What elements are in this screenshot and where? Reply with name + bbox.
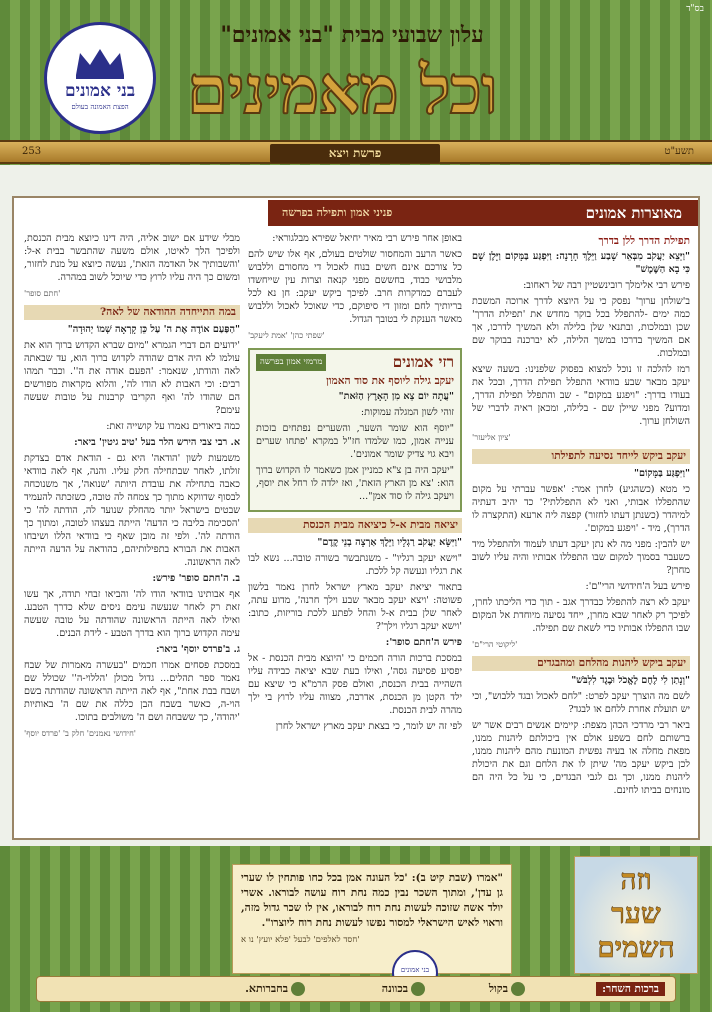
source-signature: 'ציון אליעזר': [472, 433, 511, 442]
article-heading: יציאה מבית א-ל כיציאה מבית הכנסת: [248, 518, 462, 533]
source-signature: 'שפתי כהן' 'אמת ליעקב': [248, 331, 325, 340]
article-heading: יעקב ביקש ליהנות מהלחם ומהבגדים: [472, 656, 690, 671]
paragraph: כמה ביאורים נאמרו על קושייה זאת:: [106, 421, 240, 432]
gate-word-1: וזה: [620, 863, 652, 896]
crown-icon: [72, 45, 128, 79]
blessing-item: בחברותא.: [245, 982, 305, 996]
section-subtitle: פניני אמון ותפילה בפרשה: [282, 206, 393, 219]
paragraph: זוהי לשון המגלה עמוקות:: [360, 407, 454, 418]
column-middle: [248, 232, 462, 830]
masthead: [0, 0, 712, 165]
paragraph: במסכת פסחים אמרו חכמים "בעשרה מאמרות של שבח נאמר ספר תהלים... גדול מכולן 'הללוי-ה'' שכולל שם ושבח בבת אחת", אף לאה הייתה הראשונה שהודתה בשם הוי-ה, כאשר בשבח הבן כללה את שם ה' באותיות 'יהודה', כך ששבחה ושם ה' משולבים בתוכו.: [24, 660, 240, 723]
blessing-item: בקול: [489, 982, 525, 996]
paragraph: ב'שולחן ערוך' נפסק כי על היוצא לדרך ארוכה המשכת כמה ימים -להתפלל בכל בוקר מחדש את 'תפילת הדרך' שכן ובמלכות, ובתנאי שלן בלילה ולא המשיך לדרכו, אך אם המשיך בדרכו במשך הלילה, לא יברכנה בבוקר שם ובמלכות.: [472, 296, 690, 359]
column-left: [24, 232, 240, 830]
paragraph: פירש רבי אלימלך רובינשטיין רבה של ראחוב:: [523, 280, 690, 291]
year-label: תשע"ט: [664, 146, 694, 157]
circle-icon: [411, 982, 425, 996]
paragraph: במסכת ברכות הורה חכמים כי 'היוצא מבית הכנסת - אל יפסיע פסיעה גסה', ואילו בעת שבא יציאה כבידה עליו השהייה בבית הכנסת, ואולם פסק הרמ"א כי שיצא עם ילד הקטן מן הכנסת, אדרבה, מצווה עליו לרוץ בי ילך מהרה לבית הכנסת.: [248, 653, 462, 716]
logo-name: בני אמונים: [64, 81, 136, 101]
box-header: [256, 354, 454, 371]
verse-quote: "וַיִּפְגַּע בַּמָּקוֹם": [633, 468, 690, 479]
paragraph: "יעקב היה בן צ"א כמניין אמן כשאמר לו הקדוש ברוך הוא: 'צא מן הארץ הזאת', ואז ילדה לו רחל את יוסף, ויעקב גילה לו סוד אמן"...: [256, 465, 454, 502]
paragraph: ביאר רבי מרדכי הכהן מצפת: קיימים אנשים רבים אשר יש ברשותם לחם בשפע אולם אין ביכולתם ליהנות ממנו, מפאת מחלה או בעיה נפשית המונעת מהם ליהנות ממנו, לכן ביקש יעקב מה' שיתן לו את הלחם וגם את היכולת ליהנות ממנו, וכך גם לגבי הבגדים, כי על כל היה הם מונחים בביתו לחינם.: [472, 720, 690, 796]
section-banner: [268, 200, 698, 226]
gate-word-3: השמים: [597, 931, 675, 964]
paragraph: כי מטא (כשהגיע) לחרן אמר: 'אפשר עברתי על מקום שהתפללו אבותי, ואני לא התפללתי?' כד יהיב דעתיה למיהדר (כשנתן דעתו לחזור) קפצה ליה ארעא (התקצרה לו הדרך), מיד - 'ויפגע במקום'.: [472, 484, 690, 534]
box-title: רזי אמונים: [392, 353, 454, 371]
source-signature: 'חידושי נאמנים' חלק ב' 'פרדס יוסף': [24, 729, 137, 738]
blessings-label: ברכות השחר:: [596, 982, 665, 996]
paragraph: יעקב לא רצה להתפלל כבדרך אגב - תוך כדי הליכתו לחרן, לפיכך רק לאחר שבא מחרן, ייחד נסיעה מיוחדת אל המקום שבו התפללו אבותיו כדי לשאת שם תפילה.: [472, 597, 690, 634]
article-heading: במה התייחדה ההודאה של לאה?: [24, 305, 240, 320]
paragraph: אף אבותינו בוודאי הודו לה' והביאו זבחי תודה, אך עשו זאת רק לאחר שנעשה עימם ניסים שלא כדרך הטבע. ואילו לאה הייתה הראשונה שהודתה על טובה שעשה עימה הקדוש ברוך הוא בדרך הטבע - לידת הבנים.: [24, 589, 240, 639]
paragraph: ג. ב'פרדס יוסף' ביאר:: [156, 644, 240, 655]
logo-tagline: הפצת האמונה בעולם: [71, 103, 129, 111]
paragraph: באופן אחר פירש רבי מאיר יחיאל שפירא מבלגוראי:: [272, 233, 462, 244]
paragraph: 'ידועים הם דברי הגמרא "מיום שברא הקדוש ברוך הוא את עולמו לא היה אדם שהודה לקדוש ברוך הוא, עד שבאתה לאה והודתו, שנאמר: 'הפעם אודה את ה''. וכבר תמהו רבים: וכי האבות לא הודו לה', והלוא מקראות מפורשים הם שהודו לה' ואף הקריבו קרבנות על טובות שעשה עימם?: [24, 340, 240, 416]
gate-word-2: שער: [611, 897, 661, 930]
paragraph: לשם מה הוצרך יעקב לפרט: "לחם לאכול ובגד ללבוש", וכי יש תועלת אחרת ללחם או לבגד?: [472, 691, 690, 715]
paragraph: בתאור יציאת יעקב מארץ ישראל לחרן נאמר בלשון פשוטה: 'ויצא יעקב מבאר שבע וילך חרנה', מדוע עתה, לאחר שלן בבית א-ל והחל לפתע ללכת בוריזות, כתוב: 'וישא יעקב רגליו וילך'?: [248, 582, 462, 632]
verse-quote: "וְנָתַן לִי לֶחֶם לֶאֱכֹל וּבֶגֶד לִלְבֹּשׁ": [571, 675, 690, 686]
box-tag: מרמזי אמון בפרשה: [256, 354, 326, 371]
paragraph: א. רבי צבי הירש הלר בעל 'טיב גיטין' ביאר:: [74, 437, 240, 448]
publisher-logo: [44, 22, 156, 134]
paragraph: לפי זה יש לומר, כי בצאת יעקב מארץ ישראל לחרן: [275, 721, 462, 732]
article-heading: יעקב ביקש לייחד נסיעה לתפילתו: [472, 449, 690, 464]
paragraph: יש להבין: מפני מה לא נתן יעקב דעתו לעמוד ולהתפלל מיד כשעבר בסמוך למקום שבו התפללו אבותיו והיה עליו לשוב מחרן?: [472, 539, 690, 576]
circle-icon: [511, 982, 525, 996]
quote-scroll: [232, 864, 512, 974]
paragraph: ב. ה'חתם סופר' פירש:: [152, 573, 240, 584]
paragraph: רמז להלכה זו נוכל למצוא בפסוק שלפנינו: בשעה שיצא יעקב מבאר שבע בוודאי התפלל תפילת הדרך, ובכל את בעודו בדרך: "ויפגע במקום" - שב והתפלל תפילת הדרך, ומדוע? מפני שיילן שם - בלילה, ומכאן ראיה לדברי של השולחן ערוך.: [472, 364, 690, 427]
paragraph: כאשר הרעב והמחסור שולטים בעולם, אף אלו שיש להם כל צורכם אינם חשים בנוח לאכול די מחסורם וללבוש מלבושי כבוד, בחששם מפני קנאה וצרות עין שייחשדו לעברם כמדקרות חרב. לפיכך ביקש יעקב: חן נא לכל בריותיך לחם ומזון די סיפוקם, כדי שאוכל לאכול וללבוש מאשר הענקת לי בטובך הגדול.: [248, 249, 462, 325]
blessing-item: בכוונה: [382, 982, 425, 996]
issue-number: 253: [22, 146, 42, 157]
source-signature: 'ליקוטי הרי"ם': [472, 640, 518, 649]
paragraph: משמעות לשון 'הודאה' היא גם - הודאת אדם בצדקת זולתו, לאחר שבתחילה חלק עליו. והנה, אף לאה בוודאי כאבה בתחילה את עובדת היותה 'שנואה', אך משנוכחה לבסוף שדווקא מתוך כך צמחה לה טובה, כשזכתה להעמיד שבטים בישראל יותר מהחלק שנועד לה, הודתה לה' כי 'הסכימה בליבה כי הדעה' הייתה בעצהו לטובה, ומתוך כך הודתה לה'. ולפי זה מובן שאף כי בוודאי הללו ושיבחו האבות את הבורא בתפילותיהם, בהודאה על הדעה הייתה לאה הראשונה.: [24, 453, 240, 568]
masthead-title: וכל מאמינים: [187, 51, 497, 129]
corner-mark: בס"ד: [686, 4, 704, 14]
section-title: מאוצרות אמונים: [585, 204, 682, 222]
verse-quote: "הַפַּעַם אוֹדֶה אֶת ה' עַל כֵּן קָרְאָה שְׁמוֹ יְהוּדָה": [67, 324, 240, 335]
masthead-subtitle: עלון שבועי מבית "בני אמונים": [220, 22, 484, 48]
box-subtitle: יעקב גילה ליוסף את סוד האמון: [326, 375, 454, 387]
parasha-name: פרשת ויצא: [270, 144, 440, 163]
source-signature: 'חתם סופר': [24, 289, 61, 298]
blessings-bar: [36, 976, 676, 1002]
parasha-ribbon: [0, 140, 712, 164]
verse-quote: "וַיֵּצֵא יַעֲקֹב מִבְּאֵר שָׁבַע וַיֵּלֶךְ חָרָנָה: וַיִּפְגַּע בַּמָּקוֹם וַיָּלֶן שָׁם כִּי בָא הַשֶּׁמֶשׁ": [472, 251, 690, 275]
article-heading: תפילת הדרך ללן בדרך: [598, 235, 690, 247]
scroll-quote: "אמרו (שבת קיט ב): 'כל העונה אמן בכל כחו פותחין לו שערי גן עדן', ומתוך השכר נבין כמה נחת רוח עושה לבוראו. אשרי יולד אשה שזוכה לעשות נחת רוח לבוראו, אין לו שכר גדול מזה, וראוי לאיש הישראלי למסור נפשו לעשות נחת רוח ליוצרו".: [241, 872, 503, 929]
razei-emunim-box: [248, 348, 462, 512]
paragraph: "וישא יעקב רגליו" - משנתבשר בשורה טובה... נשא לבו את רגליו ונעשה קל ללכת.: [248, 553, 462, 577]
column-right: [472, 232, 690, 830]
verse-quote: "עֲתָה יוֹם צֵא מִן הָאָרֶץ הַזֹּאת": [338, 391, 454, 402]
paragraph: מבלי שידע אם ישוב אליה, היה דינו כיוצא מבית הכנסת, ולפיכך הלך לאיטו, אולם משעה שהתבשר בבית א-ל: 'והשבותיך אל האדמה הזאת', נעשה כיוצא על מנת לחזור, ומשום כך היה עליו לרוץ כדי שיוכל לשוב במהרה.: [24, 233, 240, 283]
scroll-source: 'חסד לאלפים' לבעל 'פלא יועץ' נו א: [241, 935, 360, 945]
circle-icon: [291, 982, 305, 996]
paragraph: פירש בעל ה'חידושי הרי"ם':: [585, 581, 690, 592]
paragraph: פירש ה'חתם סופר':: [385, 637, 462, 648]
gate-of-heaven-art: [574, 856, 698, 974]
footer-logo: בני אמונים: [392, 950, 438, 996]
paragraph: "יוסף הוא שומר השער, והשערים נפתחים בזכות ענייה אמון, כמו שלמדו חז"ל במקרא 'פתחו שערים ויבא גוי צדיק שומר אמונים'.: [256, 423, 454, 460]
verse-quote: "וַיִּשָּׂא יַעֲקֹב רַגְלָיו וַיֵּלֶךְ אַרְצָה בְנֵי קֶדֶם": [317, 537, 462, 548]
